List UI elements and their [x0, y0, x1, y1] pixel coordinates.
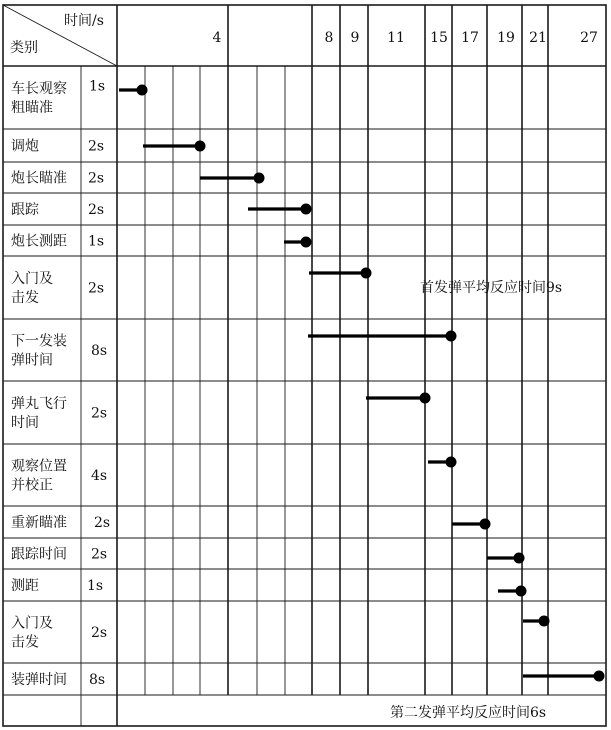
second-round-note: 第二发弹平均反应时间6s	[390, 705, 547, 721]
duration-label: 1s	[88, 233, 105, 250]
task-bar-endpoint	[420, 393, 431, 404]
task-bar	[284, 237, 312, 248]
duration-label: 2s	[88, 202, 105, 218]
category-label	[11, 671, 67, 688]
category-label-line: 跟踪时间	[11, 546, 67, 563]
category-label	[11, 515, 67, 531]
axis-tick-label: 9	[350, 30, 360, 46]
duration-label: 1s	[87, 578, 104, 594]
duration-label: 1s	[89, 78, 106, 95]
header-time-label: 时间/s	[64, 13, 104, 29]
category-label-line: 装弹时间	[11, 672, 67, 688]
category-label-line: 弹时间	[11, 352, 53, 369]
category-label	[11, 547, 67, 563]
task-bar-endpoint	[361, 268, 372, 279]
category-label	[11, 459, 67, 494]
axis-tick-label: 21	[529, 30, 547, 46]
category-label-line: 跟踪	[11, 202, 39, 218]
task-bar	[487, 553, 525, 564]
task-bar	[308, 331, 457, 342]
category-label-line: 炮长瞄准	[11, 170, 67, 187]
time-axis-ticks	[213, 30, 598, 46]
task-bar	[366, 393, 431, 404]
task-bar-endpoint	[594, 671, 605, 682]
header-category-label: 类别	[10, 40, 38, 56]
task-bar-endpoint	[137, 85, 148, 96]
task-bar	[248, 204, 312, 215]
category-labels	[11, 81, 67, 688]
category-label	[11, 271, 53, 306]
axis-tick-label: 27	[580, 30, 598, 46]
table-frame	[3, 5, 606, 726]
duration-label: 2s	[91, 546, 108, 563]
duration-label: 2s	[91, 405, 108, 422]
category-label-line: 重新瞄准	[11, 515, 67, 531]
category-label-line: 入门及	[11, 615, 53, 632]
category-label	[11, 81, 67, 116]
task-bar	[452, 519, 491, 530]
category-label-line: 击发	[11, 634, 39, 651]
duration-label: 2s	[88, 138, 105, 155]
category-label-line: 下一发装	[11, 333, 67, 350]
duration-label: 2s	[91, 625, 108, 641]
duration-labels	[87, 79, 110, 689]
duration-label: 2s	[88, 280, 105, 297]
task-bar-endpoint	[301, 204, 312, 215]
category-label-line: 入门及	[11, 271, 53, 287]
category-label-line: 粗瞄准	[11, 100, 53, 116]
category-label-line: 弹丸飞行	[11, 396, 67, 412]
category-label-line: 车长观察	[11, 81, 67, 97]
axis-tick-label: 8	[324, 30, 334, 46]
task-bar-endpoint	[446, 457, 457, 468]
category-label	[11, 333, 67, 369]
category-label-line: 击发	[11, 290, 39, 306]
duration-label: 4s	[91, 468, 108, 484]
axis-tick-label: 17	[461, 30, 479, 46]
task-bars	[119, 85, 605, 682]
category-label-line: 并校正	[11, 477, 53, 494]
category-label	[11, 202, 40, 218]
task-bar-endpoint	[446, 331, 457, 342]
table-grid	[3, 5, 606, 726]
task-bar	[498, 586, 527, 597]
duration-label: 8s	[91, 343, 108, 359]
task-bar-endpoint	[301, 237, 312, 248]
task-bar-endpoint	[539, 616, 550, 627]
category-label	[11, 234, 67, 250]
task-bar-endpoint	[195, 141, 206, 152]
category-label-line: 炮长测距	[11, 233, 67, 250]
task-bar	[143, 141, 206, 152]
category-label	[11, 139, 39, 155]
duration-label: 2s	[94, 515, 111, 531]
category-label-line: 观察位置	[11, 458, 67, 475]
category-label	[11, 616, 53, 651]
task-bar-endpoint	[480, 519, 491, 530]
task-bar-endpoint	[254, 173, 265, 184]
category-label-line: 时间	[11, 415, 39, 431]
category-label	[11, 171, 67, 187]
task-bar	[523, 671, 605, 682]
duration-label: 8s	[89, 672, 106, 688]
axis-tick-label: 11	[387, 30, 405, 46]
category-label	[11, 396, 67, 431]
task-bar	[119, 85, 148, 96]
category-label-line: 调炮	[11, 138, 39, 155]
axis-tick-label: 19	[497, 30, 515, 46]
task-bar-endpoint	[516, 586, 527, 597]
axis-tick-label: 4	[212, 30, 222, 46]
task-bar	[200, 173, 265, 184]
first-round-note: 首发弹平均反应时间9s	[420, 280, 563, 296]
axis-tick-label: 15	[430, 30, 448, 46]
category-label-line: 测距	[11, 578, 39, 594]
task-bar	[428, 457, 457, 468]
task-bar-endpoint	[514, 553, 525, 564]
task-bar	[523, 616, 550, 627]
category-label	[11, 578, 39, 594]
duration-label: 2s	[88, 170, 105, 187]
